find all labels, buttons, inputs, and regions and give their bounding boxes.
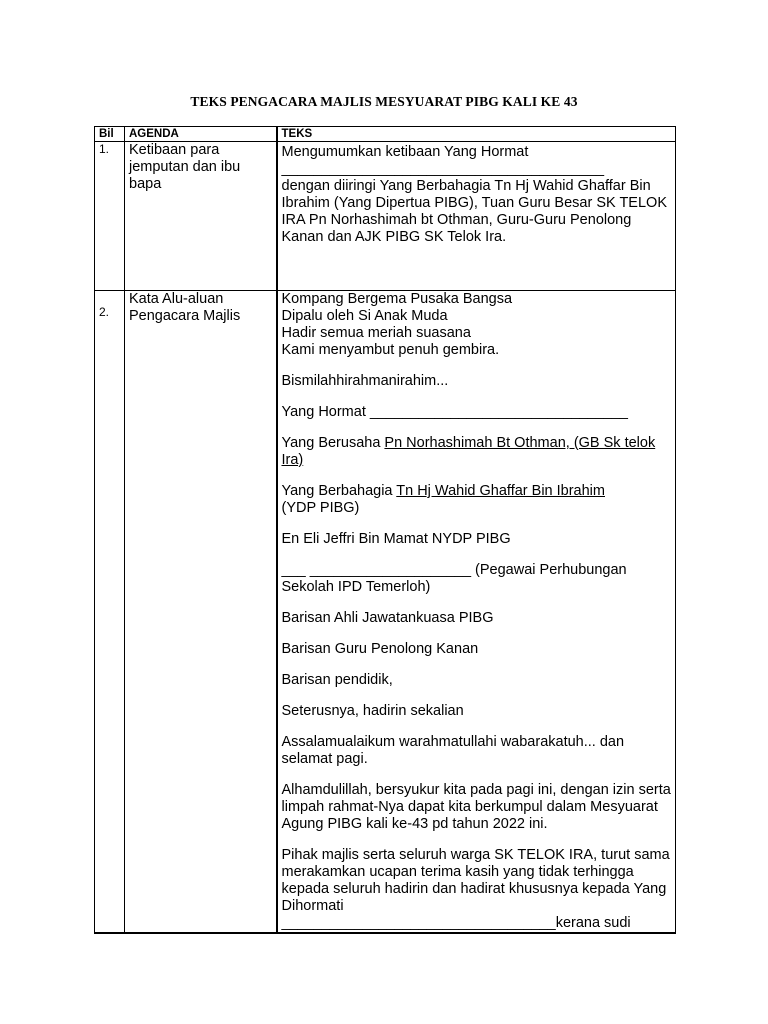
row-teks <box>277 291 676 934</box>
pantun-line: Kompang Bergema Pusaka Bangsa <box>281 291 513 307</box>
header-bil: Bil <box>95 127 125 142</box>
table-row <box>95 291 676 934</box>
syukur-text: Alhamdulillah, bersyukur kita pada pagi ini, dengan izin serta limpah rahmat-Nya dapat kita berkumpul dalam Mesyuarat Agung PIBG kali ke-43 pd tahun 2022 ini. <box>281 782 671 832</box>
pihak-end: kerana sudi <box>555 915 631 931</box>
announce-body: dengan diiringi Yang Berbahagia Tn Hj Wahid Ghaffar Bin Ibrahim (Yang Dipertua PIBG), Tuan Guru Besar SK TELOK IRA Pn Norhashimah bt Othman, Guru-Guru Penolong Kanan dan AJK PIBG SK Telok Ira. <box>281 178 667 245</box>
document-title: TEKS PENGACARA MAJLIS MESYUARAT PIBG KALI KE 43 <box>190 94 578 109</box>
yang-hormat-line <box>282 404 672 421</box>
header-agenda: AGENDA <box>125 127 277 142</box>
yang-berusaha-name: Pn Norhashimah Bt Othman, (GB Sk telok Ira) <box>281 435 656 468</box>
yang-hormat-blank: ________________________________ <box>369 404 628 420</box>
announce-blank: ________________________________________ <box>281 161 605 177</box>
agenda-table <box>94 126 676 934</box>
pegawai-line <box>282 562 672 596</box>
pegawai-blank: ___ ____________________ <box>281 562 472 578</box>
gpk-line: Barisan Guru Penolong Kanan <box>281 641 479 657</box>
yang-berusaha-line <box>282 435 672 469</box>
nydp-line: En Eli Jeffri Bin Mamat NYDP PIBG <box>281 531 511 547</box>
pihak-text <box>282 847 672 932</box>
yang-berbahagia-line <box>282 483 672 517</box>
row-agenda: Kata Alu-aluan Pengacara Majlis <box>125 291 277 934</box>
yang-berbahagia-label: Yang Berbahagia <box>281 483 397 499</box>
table-row <box>95 142 676 291</box>
hadirin-line: Seterusnya, hadirin sekalian <box>281 703 464 719</box>
pegawai-text: (Pegawai Perhubungan Sekolah IPD Temerloh) <box>281 562 627 595</box>
row-bil: 1. <box>95 142 125 291</box>
row-bil-number: 2. <box>99 305 110 319</box>
bismillah-text: Bismilahhirahmanirahim... <box>281 373 449 389</box>
yang-berbahagia-name: Tn Hj Wahid Ghaffar Bin Ibrahim <box>396 483 605 499</box>
row-bil <box>95 291 125 934</box>
pendidik-line: Barisan pendidik, <box>281 672 393 688</box>
header-teks: TEKS <box>277 127 676 142</box>
pantun-line: Kami menyambut penuh gembira. <box>281 342 500 358</box>
pantun-line: Hadir semua meriah suasana <box>281 325 471 341</box>
ajk-line: Barisan Ahli Jawatankuasa PIBG <box>281 610 494 626</box>
yang-hormat-label: Yang Hormat <box>281 404 370 420</box>
pantun-verse <box>282 291 672 359</box>
yang-berbahagia-role: (YDP PIBG) <box>281 500 360 516</box>
pihak-body: Pihak majlis serta seluruh warga SK TELOK IRA, turut sama merakamkan ucapan terima kasih yang tidak terhingga kepada seluruh hadirin dan hadirat khususnya kepada Yang Dihormati <box>281 847 670 914</box>
table-header-row <box>95 127 676 142</box>
yang-berusaha-label: Yang Berusaha <box>281 435 385 451</box>
pihak-blank: __________________________________ <box>281 915 556 931</box>
announce-line: Mengumumkan ketibaan Yang Hormat <box>281 144 529 160</box>
row-agenda: Ketibaan para jemputan dan ibu bapa <box>125 142 277 291</box>
pantun-line: Dipalu oleh Si Anak Muda <box>281 308 448 324</box>
row-teks <box>277 142 676 291</box>
salam-text: Assalamualaikum warahmatullahi wabarakatuh... dan selamat pagi. <box>281 734 625 767</box>
